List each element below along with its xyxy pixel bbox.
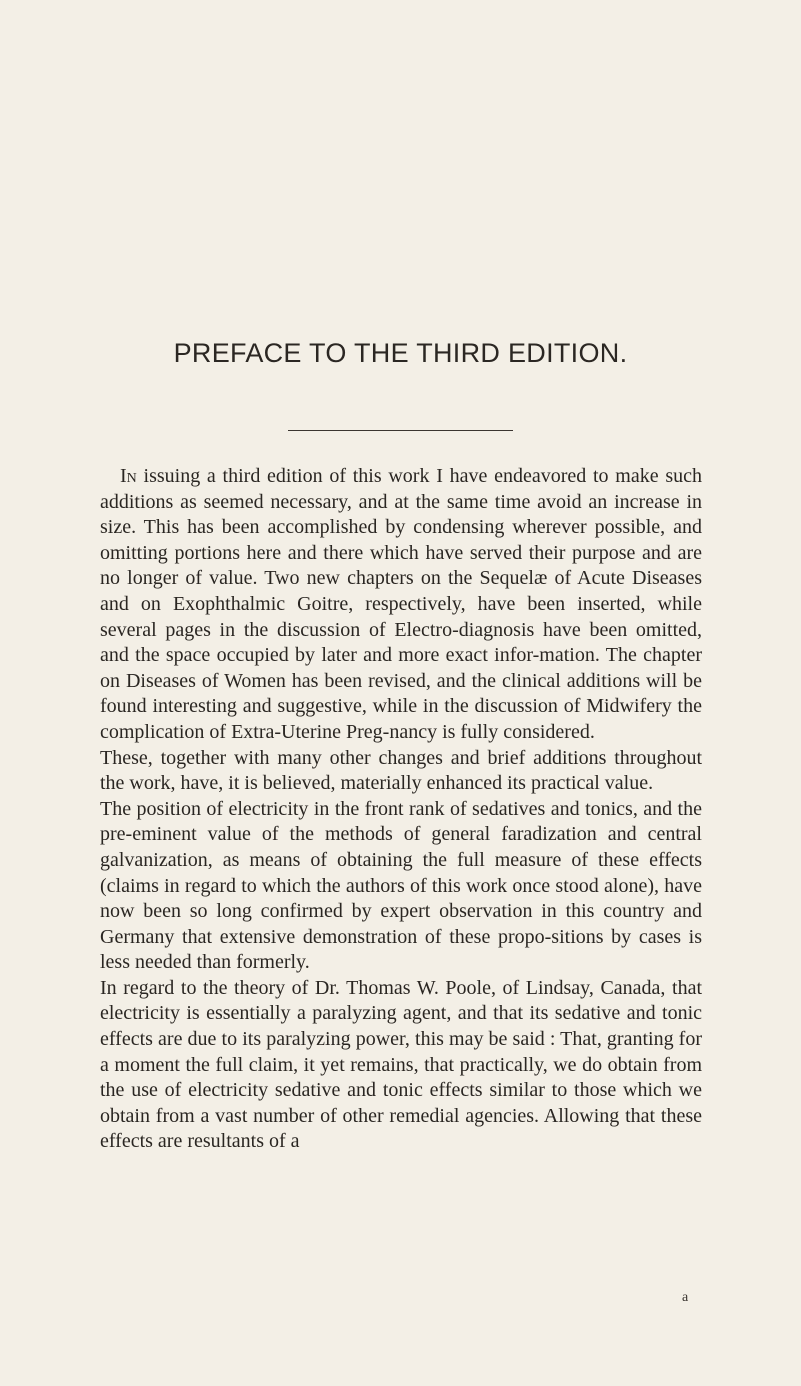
signature-mark: a <box>682 1290 689 1305</box>
page-title: PREFACE TO THE THIRD EDITION. <box>173 338 628 368</box>
title-divider <box>288 430 513 431</box>
preface-body <box>100 464 702 1155</box>
paragraph-2: These, together with many other changes and brief additions throughout the work, have, it is believed, materially enhanced its practical value. <box>100 746 702 795</box>
paragraph-3: The position of electricity in the front rank of sedatives and tonics, and the pre-eminent value of the methods of general faradization and central galvanization, as means of obtaining the full measure of these effects (claims in regard to which the authors of this work once stood alone), have now been so long confirmed by expert observation in this country and Germany that extensive demonstration of these propo-sitions by cases is less needed than formerly. <box>100 797 702 974</box>
lead-word: In <box>120 465 137 487</box>
paragraph-1-text: issuing a third edition of this work I have endeavored to make such additions as seemed necessary, and at the same time avoid an increase in size. This has been accomplished by condensing wherever possible, and omitting portions here and there which have served their purpose and are no longer of value. Two new chapters on the Sequelæ of Acute Diseases and on Exophthalmic Goitre, respectively, have been inserted, while several pages in the discussion of Electro-diagnosis have been omitted, and the space occupied by later and more exact infor-mation. The chapter on Diseases of Women has been revised, and the clinical additions will be found interesting and suggestive, while in the discussion of Midwifery the complication of Extra-Uterine Preg-nancy is fully considered. <box>100 465 702 743</box>
paragraph-1 <box>100 464 702 746</box>
paragraph-4: In regard to the theory of Dr. Thomas W. Poole, of Lindsay, Canada, that electricity is essentially a paralyzing agent, and that its sedative and tonic effects are due to its paralyzing power, this may be said : That, granting for a moment the full claim, it yet remains, that practically, we do obtain from the use of electricity sedative and tonic effects similar to those which we obtain from a vast number of other remedial agencies. Allowing that these effects are resultants of a <box>100 976 702 1153</box>
